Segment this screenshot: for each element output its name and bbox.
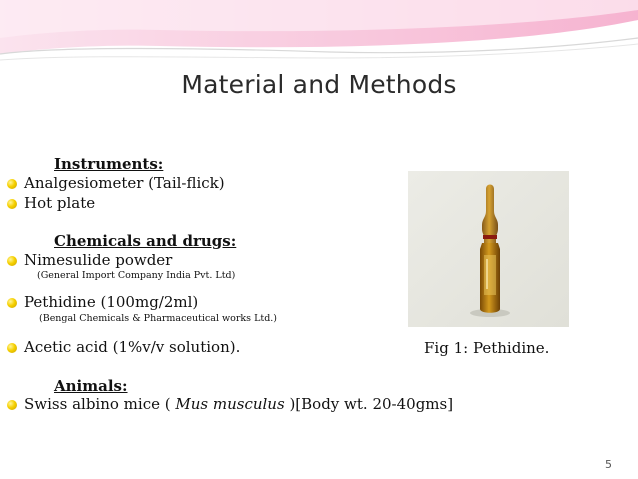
figure-caption: Fig 1: Pethidine.: [424, 339, 550, 357]
animals-prefix: Swiss albino mice (: [24, 395, 176, 413]
drug-source: (Bengal Chemicals & Pharmaceutical works Ltd.): [39, 313, 278, 324]
animals-heading: Animals:: [54, 377, 128, 395]
bullet-icon: [7, 400, 17, 410]
slide-title: Material and Methods: [181, 70, 457, 99]
decorative-banner: [0, 0, 638, 70]
pethidine-ampoule-image: [408, 171, 569, 327]
chemicals-heading: Chemicals and drugs:: [54, 232, 237, 250]
instrument-item: Hot plate: [24, 194, 96, 212]
drug-item: Nimesulide powder: [24, 251, 173, 269]
animals-suffix: )[Body wt. 20-40gms]: [284, 395, 454, 413]
drug-item: Acetic acid (1%v/v solution).: [24, 338, 241, 356]
bullet-icon: [7, 256, 17, 266]
species-name: Mus musculus: [175, 395, 285, 413]
bullet-icon: [7, 199, 17, 209]
bullet-icon: [7, 343, 17, 353]
instrument-item: Analgesiometer (Tail-flick): [24, 174, 225, 192]
bullet-icon: [7, 298, 17, 308]
drug-item: Pethidine (100mg/2ml): [24, 293, 199, 311]
drug-source: (General Import Company India Pvt. Ltd): [37, 270, 236, 281]
instruments-heading: Instruments:: [54, 155, 164, 173]
bullet-icon: [7, 179, 17, 189]
page-number: 5: [605, 458, 612, 471]
animals-item: [24, 395, 453, 413]
